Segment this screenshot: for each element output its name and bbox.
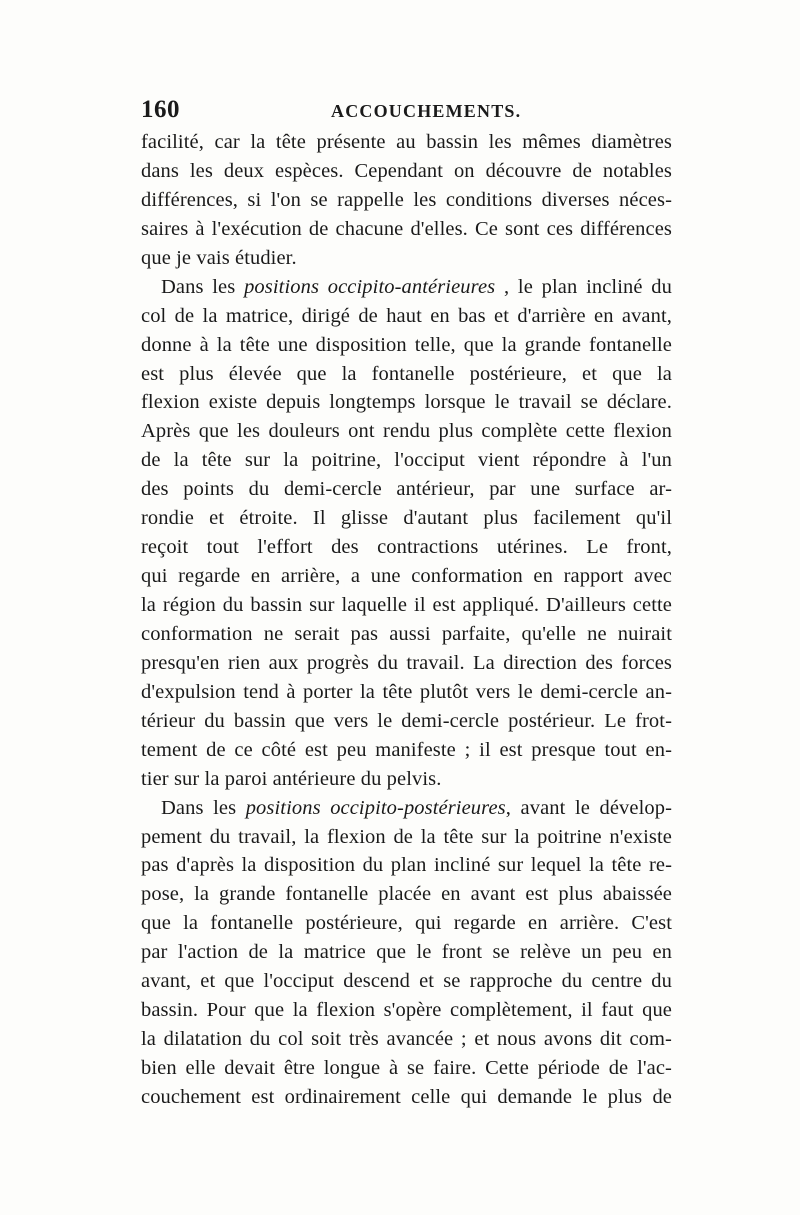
paragraph-2 [141,273,672,794]
italic-term: positions occipito-antérieures [244,275,496,298]
text-line: de la tête sur la poitrine, l'occiput vient répondre à l'un [141,449,672,472]
text-line: bassin. Pour que la flexion s'opère complètement, il faut que [141,999,672,1022]
text-line: tement de ce côté est peu manifeste ; il est presque tout en- [141,738,672,761]
text-line: rondie et étroite. Il glisse d'autant plus facilement qu'il [141,507,672,530]
text-line: que je vais étudier. [141,246,297,269]
text-line: pement du travail, la flexion de la tête sur la poitrine n'existe [141,825,672,848]
text-line: saires à l'exécution de chacune d'elles. Ce sont ces différences [141,217,672,240]
text-line: la dilatation du col soit très avancée ; et nous avons dit com- [141,1028,672,1051]
text-line: pose, la grande fontanelle placée en avant est plus abaissée [141,883,672,906]
text-run: Dans les [161,796,246,819]
text-line: d'expulsion tend à porter la tête plutôt vers le demi-cercle an- [141,680,672,703]
text-line: couchement est ordinairement celle qui demande le plus de [141,1085,672,1108]
text-line: différences, si l'on se rappelle les conditions diverses néces- [141,188,672,211]
paragraph-1 [141,128,672,273]
text-line [141,794,672,823]
italic-term: positions occipito-postérieures [245,796,506,819]
text-line: donne à la tête une disposition telle, que la grande fontanelle [141,333,672,356]
page-header [141,96,671,128]
text-line: conformation ne serait pas aussi parfaite, qu'elle ne nuirait [141,622,672,645]
text-line: des points du demi-cercle antérieur, par une surface ar- [141,478,672,501]
text-line: la région du bassin sur laquelle il est appliqué. D'ailleurs cette [141,594,672,616]
text-run: Dans les [161,275,245,298]
text-run: , le plan incliné du [495,275,672,298]
text-line: térieur du bassin que vers le demi-cercle postérieur. Le frot- [141,709,672,732]
text-line: par l'action de la matrice que le front se relève un peu en [141,941,672,964]
text-line: qui regarde en arrière, a une conformation en rapport avec [141,565,672,588]
page-number: 160 [141,96,180,123]
text-run: , avant le dévelop- [505,796,673,819]
text-line: que la fontanelle postérieure, qui regarde en arrière. C'est [141,912,672,935]
text-line: est plus élevée que la fontanelle postérieure, et que la [141,362,672,385]
text-line: avant, et que l'occiput descend et se rapproche du centre du [141,970,672,993]
text-line: dans les deux espèces. Cependant on découvre de notables [141,159,672,182]
paragraph-3 [141,794,672,1112]
text-line: presqu'en rien aux progrès du travail. La direction des forces [141,651,672,674]
text-line: flexion existe depuis longtemps lorsque le travail se déclare. [141,391,672,414]
running-head: ACCOUCHEMENTS. [331,101,522,121]
text-line: tier sur la paroi antérieure du pelvis. [141,767,442,790]
text-line: facilité, car la tête présente au bassin les mêmes diamètres [141,131,672,153]
text-line: pas d'après la disposition du plan incliné sur lequel la tête re- [141,854,672,877]
text-line: col de la matrice, dirigé de haut en bas et d'arrière en avant, [141,304,672,327]
page-body [141,128,672,1112]
text-line: bien elle devait être longue à se faire. Cette période de l'ac- [141,1057,672,1079]
text-line [141,273,672,302]
text-line: Après que les douleurs ont rendu plus complète cette flexion [141,420,672,443]
text-line: reçoit tout l'effort des contractions utérines. Le front, [141,536,672,559]
